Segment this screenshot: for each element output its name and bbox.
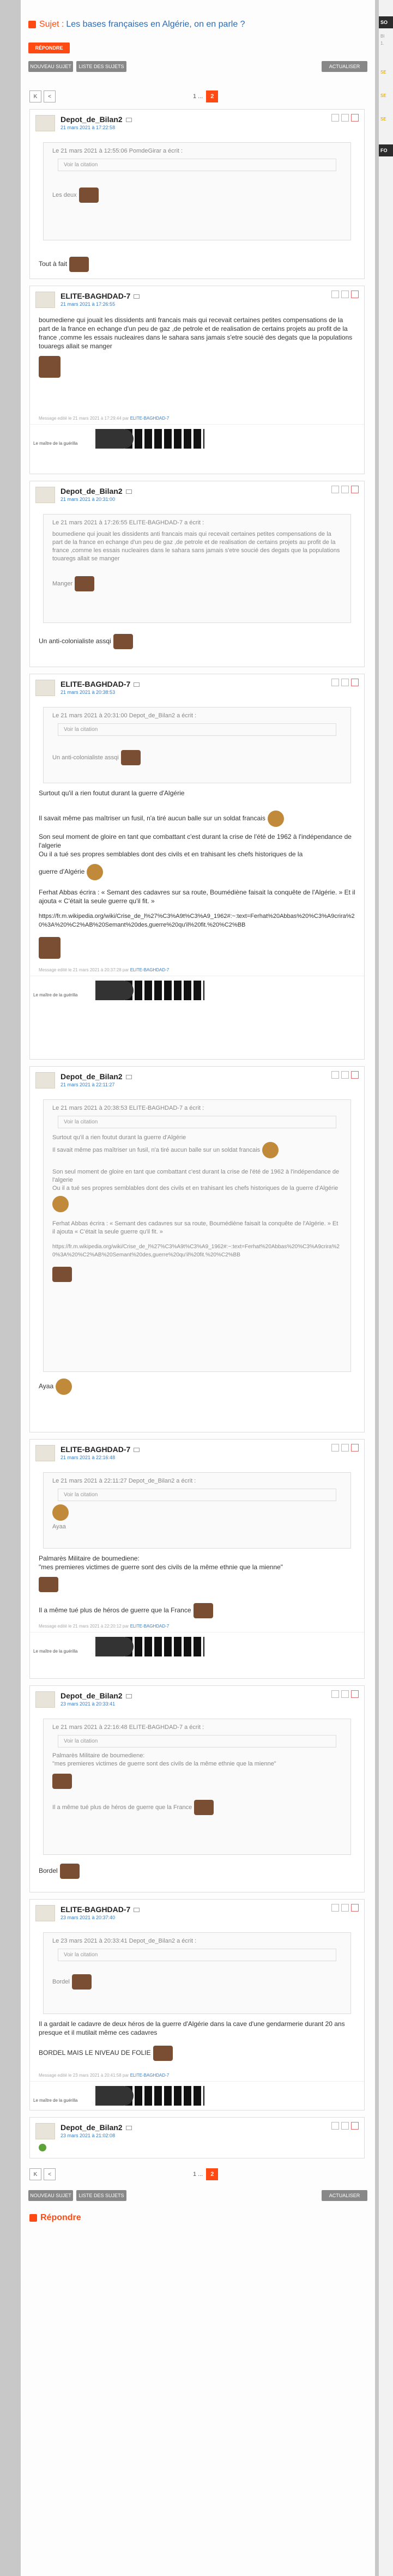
quote-text-content: Les deux xyxy=(52,191,77,198)
sidebar-link[interactable]: SE xyxy=(380,70,386,75)
post-actions xyxy=(329,114,359,122)
post xyxy=(29,481,365,667)
quote-text xyxy=(52,750,342,765)
signature-text: Le maître de la guérilla xyxy=(33,1649,78,1654)
mail-icon[interactable] xyxy=(126,1694,132,1698)
quote-line: Palmarès Militaire de boumediene: xyxy=(52,1752,145,1759)
sidebar-link[interactable]: SE xyxy=(380,93,386,98)
post-date[interactable]: 21 mars 2021 à 22:16:48 xyxy=(61,1455,116,1460)
post-paragraph-text: Il a même tué plus de héros de guerre que la France xyxy=(39,1606,191,1614)
post-author[interactable] xyxy=(61,2123,132,2132)
post xyxy=(29,1439,365,1679)
post-paragraph: Ou il a tué ses propres semblables dont des civils et en trahisant les chefs historiques de la xyxy=(39,850,303,858)
avatar[interactable] xyxy=(35,1445,55,1461)
alert-icon[interactable] xyxy=(351,679,359,686)
quote-line xyxy=(52,1142,342,1158)
quote-header: Le 21 mars 2021 à 22:11:27 Depot_de_Bilan2 a écrit : xyxy=(52,1478,196,1484)
quote-line: Ferhat Abbas écrira : « Semant des cadavres sur sa route, Boumédiène faisait la conquête de l'Algérie. » Et il ajouta « C'était la seule guerre qu'il fit. » xyxy=(52,1220,338,1235)
post-paragraph: Il a gardait le cadavre de deux héros de la guerre d'Algérie dans la cave d'une gendarmerie durant 20 ans presque et il mutilait même ces cadavres xyxy=(39,2020,345,2036)
link-icon[interactable] xyxy=(341,486,349,493)
quote-icon[interactable] xyxy=(331,1690,339,1698)
post-author[interactable] xyxy=(61,1072,132,1081)
quote-icon[interactable] xyxy=(331,1444,339,1452)
mail-icon[interactable] xyxy=(126,489,132,494)
author-name[interactable]: ELITE-BAGHDAD-7 xyxy=(61,680,131,688)
edit-note xyxy=(30,967,364,976)
mail-icon[interactable] xyxy=(134,1448,140,1452)
quote-text-content: Un anti-colonialiste assqi xyxy=(52,754,119,761)
post-paragraph xyxy=(39,864,355,880)
post-paragraph-text: BORDEL MAIS LE NIVEAU DE FOLIE xyxy=(39,2049,151,2057)
smiley-icon xyxy=(72,1974,92,1990)
author-name[interactable]: Depot_de_Bilan2 xyxy=(61,2123,123,2132)
post-paragraph: Son seul moment de gloire en tant que combattant c'est durant la crise de l'été de 1962 à l'indépendance de l'algerie xyxy=(39,833,352,849)
post-paragraph-text: guerre d'Algérie xyxy=(39,868,85,876)
link-icon[interactable] xyxy=(341,1444,349,1452)
post-text xyxy=(39,634,355,649)
quote-line: Surtout qu'il a rien foutut durant la guerre d'Algérie xyxy=(52,1134,186,1141)
sidebar-box-header: FO xyxy=(379,144,393,156)
nested-quote-toggle[interactable]: Voir la citation xyxy=(58,723,336,736)
author-name[interactable]: ELITE-BAGHDAD-7 xyxy=(61,1905,131,1914)
quote-icon[interactable] xyxy=(331,1904,339,1912)
signature xyxy=(30,424,364,451)
edit-note xyxy=(30,1624,364,1632)
author-name[interactable]: Depot_de_Bilan2 xyxy=(61,487,123,495)
edit-prefix: Message edité le 21 mars 2021 à 20:37:28 par xyxy=(39,967,129,972)
page-numbers[interactable]: 1 ... xyxy=(193,2171,203,2178)
post-paragraph: "mes premieres victimes de guerre sont des civils de la même ethnie que la mienne" xyxy=(39,1563,283,1571)
nested-quote-toggle[interactable]: Voir la citation xyxy=(58,1116,336,1128)
quote-header: Le 21 mars 2021 à 20:38:53 ELITE-BAGHDAD-7 a écrit : xyxy=(52,1105,204,1111)
new-topic-button[interactable]: NOUVEAU SUJET xyxy=(28,2190,73,2201)
post xyxy=(29,286,365,474)
link-icon[interactable] xyxy=(341,1690,349,1698)
post-actions xyxy=(329,291,359,298)
pagination-top xyxy=(29,90,58,102)
author-name[interactable]: Depot_de_Bilan2 xyxy=(61,115,123,124)
nested-quote-toggle[interactable]: Voir la citation xyxy=(58,1735,336,1747)
sidebar-link[interactable]: SE xyxy=(380,117,386,122)
pagination-bottom xyxy=(29,2168,58,2180)
post-author[interactable] xyxy=(61,292,140,300)
quote-header: Le 23 mars 2021 à 20:33:41 Depot_de_Bilan2 a écrit : xyxy=(52,1938,197,1944)
pagination-top-pages xyxy=(190,90,218,102)
current-page: 2 xyxy=(206,2168,218,2180)
smiley-icon xyxy=(79,188,99,203)
post-text: boumediene qui jouait les dissidents anti francais mais qui recevait certaines petites compensations de la part de la france en echange d'un peu de gaz ,de petrole et de realisation de certains projets au profit de la france ,comme les essais nucleaires dans le sahara sans jamais s'etre soucié des degats que la populations touaregs allait se manger xyxy=(39,316,353,350)
post-actions xyxy=(329,1690,359,1698)
mail-icon[interactable] xyxy=(126,118,132,122)
reply-section-title[interactable] xyxy=(29,2213,81,2223)
quote-icon[interactable] xyxy=(331,114,339,122)
author-name[interactable]: Depot_de_Bilan2 xyxy=(61,1072,123,1081)
quote-header: Le 21 mars 2021 à 20:31:00 Depot_de_Bilan2 a écrit : xyxy=(52,712,197,719)
quote-line: Son seul moment de gloire en tant que combattant c'est durant la crise de l'été de 1962 à l'indépendance de l'algerie xyxy=(52,1169,340,1183)
quote-block xyxy=(43,1099,351,1372)
smiley-icon xyxy=(52,1774,72,1789)
quote-line-text: Il a même tué plus de héros de guerre que la France xyxy=(52,1804,192,1811)
post-date[interactable]: 21 mars 2021 à 17:22:58 xyxy=(61,125,116,130)
quote-block xyxy=(43,1719,351,1855)
quote-text: Ayaa xyxy=(52,1523,66,1530)
smiley-icon xyxy=(60,1864,80,1879)
link-icon[interactable] xyxy=(341,2122,349,2130)
post-paragraph xyxy=(39,811,355,827)
author-name[interactable]: ELITE-BAGHDAD-7 xyxy=(61,1445,131,1454)
wiki-link[interactable]: https://fr.m.wikipedia.org/wiki/Crise_de_l%27%C3%A9t%C3%A9_1962#:~:text=Ferhat%20Abbas%20%C3%A9crira%20%3A%20%C2%AB%20Semant%20des,guerre%20qu'il%20fit.%20%C2%BB xyxy=(39,913,355,928)
alert-icon[interactable] xyxy=(351,114,359,122)
author-name[interactable]: ELITE-BAGHDAD-7 xyxy=(61,292,131,300)
current-page: 2 xyxy=(206,90,218,102)
quote-line: "mes premieres victimes de guerre sont des civils de la même ethnie que la mienne" xyxy=(52,1761,276,1767)
quote-icon[interactable] xyxy=(331,679,339,686)
sidebar-box-header: SO xyxy=(379,16,393,28)
signature xyxy=(30,2081,364,2108)
quote-line xyxy=(52,1800,342,1815)
reply-icon xyxy=(29,2214,37,2222)
link-icon[interactable] xyxy=(341,679,349,686)
nested-quote-toggle[interactable]: Voir la citation xyxy=(58,1489,336,1501)
mail-icon[interactable] xyxy=(134,294,140,299)
post xyxy=(29,1066,365,1432)
first-page-button[interactable]: K xyxy=(29,90,41,102)
mail-icon[interactable] xyxy=(126,1075,132,1079)
signature-image xyxy=(95,1637,204,1656)
smiley-icon xyxy=(52,1504,69,1521)
post-text xyxy=(39,257,355,272)
link-icon[interactable] xyxy=(341,1904,349,1912)
smiley-icon xyxy=(39,2144,46,2151)
link-icon[interactable] xyxy=(341,1071,349,1079)
signature-image xyxy=(95,2086,204,2106)
signature-image xyxy=(95,429,204,449)
smiley-icon xyxy=(194,1800,214,1815)
post-text-content: Ayaa xyxy=(39,1382,54,1390)
reply-button[interactable]: RÉPONDRE xyxy=(28,43,70,53)
smiley-icon xyxy=(39,356,61,378)
post-text-content: Un anti-colonialiste assqi xyxy=(39,637,111,645)
quote-tail xyxy=(52,576,342,591)
avatar[interactable] xyxy=(35,115,55,131)
post-date[interactable]: 23 mars 2021 à 20:33:41 xyxy=(61,1701,116,1707)
main-column xyxy=(21,0,375,2576)
edit-author-link[interactable]: ELITE-BAGHDAD-7 xyxy=(130,416,170,421)
post-actions xyxy=(329,2122,359,2130)
post-text xyxy=(39,1378,355,1395)
quote-block xyxy=(43,142,351,240)
mail-icon[interactable] xyxy=(134,682,140,687)
post-paragraph: Ferhat Abbas écrira : « Semant des cadavres sur sa route, Boumédiène faisait la conquête de l'Algérie. » Et il ajouta « C'était la seule guerre qu'il fit. » xyxy=(39,888,355,905)
refresh-button[interactable]: ACTUALISER xyxy=(322,61,367,72)
quote-icon[interactable] xyxy=(331,486,339,493)
post-author[interactable] xyxy=(61,1445,140,1454)
right-sidebar xyxy=(379,0,393,2576)
quote-header: Le 21 mars 2021 à 17:26:55 ELITE-BAGHDAD-7 a écrit : xyxy=(52,519,204,526)
quote-block xyxy=(43,514,351,623)
quote-text: boumediene qui jouait les dissidents anti francais mais qui recevait certaines petites compensations de la part de la france en echange d'un peu de gaz ,de petrole et de realisation de certains projets au profit de la france ,comme les essais nucleaires dans le sahara sans jamais s'etre soucié des degats que la populations touaregs allait se manger xyxy=(52,531,340,562)
smiley-icon xyxy=(75,576,94,591)
alert-icon[interactable] xyxy=(351,486,359,493)
topic-list-button[interactable]: LISTE DES SUJETS xyxy=(76,2190,126,2201)
sidebar-text: 1. xyxy=(380,41,384,46)
smiley-icon xyxy=(39,937,61,959)
edit-prefix: Message edité le 21 mars 2021 à 17:29:44 par xyxy=(39,416,129,421)
smiley-icon xyxy=(39,1577,58,1592)
new-topic-button[interactable]: NOUVEAU SUJET xyxy=(28,61,73,72)
alert-icon[interactable] xyxy=(351,1071,359,1079)
alert-icon[interactable] xyxy=(351,1904,359,1912)
post xyxy=(29,109,365,279)
alert-icon[interactable] xyxy=(351,2122,359,2130)
quote-header: Le 21 mars 2021 à 22:16:48 ELITE-BAGHDAD-7 a écrit : xyxy=(52,1724,204,1731)
post-author[interactable] xyxy=(61,1905,140,1914)
edit-prefix: Message edité le 23 mars 2021 à 20:41:58 par xyxy=(39,2073,129,2078)
smiley-icon xyxy=(194,1603,213,1618)
prev-page-button[interactable]: < xyxy=(44,2168,56,2180)
nested-quote-toggle[interactable]: Voir la citation xyxy=(58,1949,336,1961)
signature-image xyxy=(95,981,204,1000)
post-date[interactable]: 21 mars 2021 à 20:38:53 xyxy=(61,690,116,695)
smiley-icon xyxy=(121,750,141,765)
signature-text: Le maître de la guérilla xyxy=(33,441,78,446)
topic-title: Sujet : Les bases françaises en Algérie, on en parle ? xyxy=(28,20,245,29)
avatar[interactable] xyxy=(35,1905,55,1921)
post-author[interactable] xyxy=(61,487,132,495)
smiley-icon xyxy=(69,257,89,272)
first-page-button[interactable]: K xyxy=(29,2168,41,2180)
smiley-icon xyxy=(268,811,284,827)
post-date[interactable]: 21 mars 2021 à 20:31:00 xyxy=(61,497,116,502)
quote-block xyxy=(43,1932,351,2014)
avatar[interactable] xyxy=(35,2123,55,2139)
edit-note xyxy=(30,416,364,424)
post xyxy=(29,2117,365,2158)
post-actions xyxy=(329,679,359,686)
post-paragraph: Palmarès Militaire de boumediene: xyxy=(39,1555,140,1562)
quote-icon[interactable] xyxy=(331,1071,339,1079)
sidebar-text: Bl xyxy=(380,34,385,39)
avatar[interactable] xyxy=(35,292,55,308)
post-actions xyxy=(329,1904,359,1912)
avatar[interactable] xyxy=(35,1072,55,1089)
link-icon[interactable] xyxy=(341,114,349,122)
post-paragraph xyxy=(39,2046,355,2061)
post-date[interactable]: 21 mars 2021 à 17:26:55 xyxy=(61,301,116,307)
post xyxy=(29,1899,365,2111)
post-author[interactable] xyxy=(61,680,140,688)
post-actions xyxy=(329,1444,359,1452)
post-paragraph: Surtout qu'il a rien foutut durant la guerre d'Algérie xyxy=(39,789,185,797)
alert-icon[interactable] xyxy=(351,291,359,298)
edit-prefix: Message edité le 21 mars 2021 à 22:20:12 par xyxy=(39,1624,129,1629)
quote-link[interactable]: https://fr.m.wikipedia.org/wiki/Crise_de_l%27%C3%A9t%C3%A9_1962#:~:text=Ferhat%20Abbas%20%C3%A9crira%20%3A%20%C2%AB%20Semant%20des,guerre%20qu'il%20fit.%20%C2%BB xyxy=(52,1244,340,1258)
quote-line: Ou il a tué ses propres semblables dont des civils et en trahisant les chefs historiques de la guerre d'Algérie xyxy=(52,1185,338,1192)
prev-page-button[interactable]: < xyxy=(44,90,56,102)
post-date[interactable]: 23 mars 2021 à 20:37:40 xyxy=(61,1915,116,1920)
signature xyxy=(30,1632,364,1659)
mail-icon[interactable] xyxy=(126,2126,132,2130)
smiley-icon xyxy=(153,2046,173,2061)
refresh-button[interactable]: ACTUALISER xyxy=(322,2190,367,2201)
topic-list-button[interactable]: LISTE DES SUJETS xyxy=(76,61,126,72)
avatar[interactable] xyxy=(35,680,55,696)
author-name[interactable]: Depot_de_Bilan2 xyxy=(61,1691,123,1700)
alert-icon[interactable] xyxy=(351,1690,359,1698)
smiley-icon xyxy=(113,634,133,649)
edit-author-link[interactable]: ELITE-BAGHDAD-7 xyxy=(130,967,170,972)
quote-line-text: Il savait même pas maîtriser un fusil, n'a tiré aucun balle sur un soldat francais xyxy=(52,1146,261,1153)
edit-author-link[interactable]: ELITE-BAGHDAD-7 xyxy=(130,1624,170,1629)
signature-text: Le maître de la guérilla xyxy=(33,2098,78,2103)
quote-block xyxy=(43,1472,351,1549)
smiley-icon xyxy=(52,1196,69,1212)
edit-author-link[interactable]: ELITE-BAGHDAD-7 xyxy=(130,2073,170,2078)
post-text-content: Bordel xyxy=(39,1867,58,1875)
smiley-icon xyxy=(87,864,103,880)
post-date[interactable]: 23 mars 2021 à 21:02:08 xyxy=(61,2133,116,2138)
post-author[interactable] xyxy=(61,115,132,124)
post xyxy=(29,674,365,1060)
edit-note xyxy=(30,2073,364,2081)
mail-icon[interactable] xyxy=(134,1908,140,1912)
smiley-icon xyxy=(52,1267,72,1282)
signature-text: Le maître de la guérilla xyxy=(33,993,78,997)
topic-icon xyxy=(28,21,36,28)
page-numbers[interactable]: 1 ... xyxy=(193,93,203,100)
quote-header: Le 21 mars 2021 à 12:55:06 PomdeGirar a écrit : xyxy=(52,148,183,154)
avatar[interactable] xyxy=(35,487,55,503)
topic-title-link[interactable]: Les bases françaises en Algérie, on en parle ? xyxy=(66,20,245,29)
quote-text-content: Bordel xyxy=(52,1978,70,1985)
pagination-bottom-pages xyxy=(190,2168,218,2180)
quote-icon[interactable] xyxy=(331,291,339,298)
alert-icon[interactable] xyxy=(351,1444,359,1452)
smiley-icon xyxy=(56,1378,72,1395)
smiley-icon xyxy=(262,1142,279,1158)
post-date[interactable]: 21 mars 2021 à 22:11:27 xyxy=(61,1082,115,1087)
post xyxy=(29,1685,365,1892)
link-icon[interactable] xyxy=(341,291,349,298)
post-text-content: Tout à fait xyxy=(39,260,68,268)
quote-tail-text: Manger xyxy=(52,580,73,587)
post-actions xyxy=(329,486,359,493)
signature xyxy=(30,976,364,1003)
quote-text xyxy=(52,188,342,203)
post-actions xyxy=(329,1071,359,1079)
post-author[interactable] xyxy=(61,1691,132,1700)
nested-quote-toggle[interactable]: Voir la citation xyxy=(58,159,336,171)
post-paragraph xyxy=(39,1603,355,1618)
post-paragraph-text: Il savait même pas maîtriser un fusil, n'a tiré aucun balle sur un soldat francais xyxy=(39,814,265,823)
post-text xyxy=(39,1864,355,1879)
quote-icon[interactable] xyxy=(331,2122,339,2130)
quote-block xyxy=(43,707,351,783)
reply-title[interactable]: Répondre xyxy=(40,2213,81,2222)
avatar[interactable] xyxy=(35,1691,55,1708)
quote-text xyxy=(52,1974,342,1990)
